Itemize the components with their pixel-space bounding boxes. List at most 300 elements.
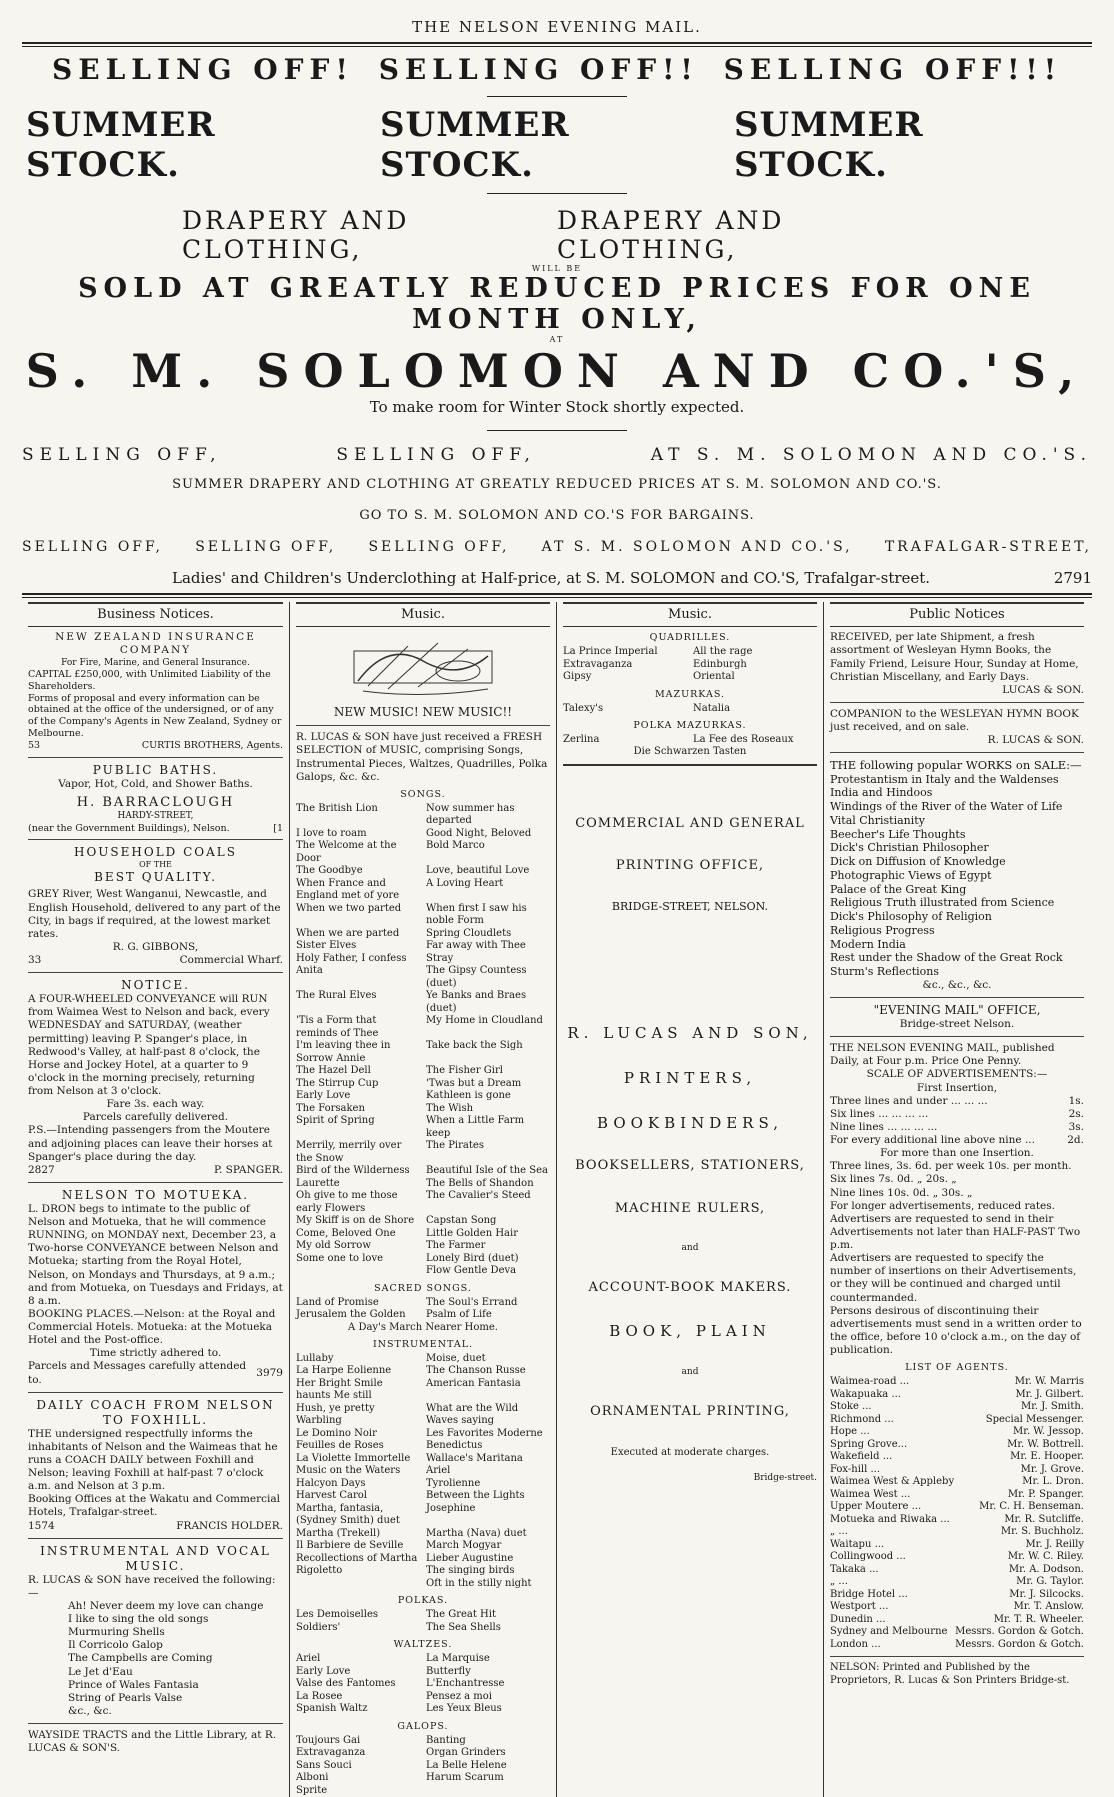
list-item: Oft in the stilly night (426, 1578, 550, 1591)
list-item: La Marquise (426, 1653, 550, 1666)
mazurkas-list (563, 703, 817, 716)
list-item: Jerusalem the Golden (296, 1309, 420, 1322)
summer-drapery-line: SUMMER DRAPERY AND CLOTHING AT GREATLY REDUCED PRICES AT S. M. SOLOMON AND CO.'S. (22, 477, 1092, 492)
table-cell: „ ... (830, 1526, 848, 1539)
list-item: Windings of the River of the Water of Life (830, 800, 1084, 814)
agents-list (830, 1376, 1084, 1651)
list-item: Beecher's Life Thoughts (830, 828, 1084, 842)
table-cell: Takaka ... (830, 1564, 879, 1577)
solomon-advertisement (22, 49, 1092, 587)
list-item: Gipsy (563, 671, 687, 684)
table-cell: Mr. E. Hooper. (1010, 1451, 1084, 1464)
coals-of: OF THE (28, 860, 283, 870)
list-item: Ah! Never deem my love can change (68, 1600, 283, 1613)
list-item: Take back the Sigh (426, 1040, 550, 1065)
coals-num: 33 (28, 954, 41, 967)
table-cell: Spring Grove... (830, 1439, 907, 1452)
list-item: Dick's Philosophy of Religion (830, 910, 1084, 924)
table-row (830, 1501, 1084, 1514)
printing-office: PRINTING OFFICE, (563, 858, 817, 874)
list-item: My Skiff is on de Shore (296, 1215, 420, 1228)
agents-head: LIST OF AGENTS. (830, 1362, 1084, 1374)
list-item: Flow Gentle Deva (426, 1265, 550, 1278)
list-item: Lieber Augustine (426, 1553, 550, 1566)
wayside-body: WAYSIDE TRACTS and the Little Library, at R. LUCAS & SON'S. (28, 1729, 283, 1755)
list-item: Photographic Views of Egypt (830, 869, 1084, 883)
advertisers-2: Advertisers are requested to specify the number of insertions on their Advertisements, or they will be continued and charged until countermanded. (830, 1252, 1084, 1305)
list-item: La Prince Imperial (563, 646, 687, 659)
column-public-notices (823, 602, 1090, 1797)
separator (28, 1538, 283, 1539)
separator (296, 725, 550, 726)
list-item: Martha (Trekell) (296, 1528, 420, 1541)
table-cell: Mr. T. R. Wheeler. (994, 1614, 1084, 1627)
galops-head: GALOPS. (296, 1721, 550, 1733)
table-cell: Sydney and Melbourne (830, 1626, 947, 1639)
list-item: Murmuring Shells (68, 1626, 283, 1639)
selling-off-2: SELLING OFF!! (379, 53, 699, 86)
winter-stock: To make room for Winter Stock shortly expected. (22, 398, 1092, 416)
table-cell: Special Messenger. (986, 1414, 1084, 1427)
motueka-title: NELSON TO MOTUEKA. (28, 1188, 283, 1203)
list-item: The Bells of Shandon (426, 1178, 550, 1191)
list-item: Dick's Christian Philosopher (830, 841, 1084, 855)
instrumental-body: R. LUCAS & SON have received the following:— (28, 1574, 283, 1600)
table-cell: Richmond ... (830, 1414, 894, 1427)
list-item: Three lines, 3s. 6d. per week 10s. per month. (830, 1160, 1084, 1173)
notice-body: A FOUR-WHEELED CONVEYANCE will RUN from Waimea West to Nelson and back, every WEDNESDAY and SATURDAY, (weather permitting) leaving P. Spanger's place, in Redwood's Valley, at half-past 8 o'clock, the Horse and Jockey Hotel, at a quarter to 9 o'clock in the morning precisely, returning from Nelson at 3 o'clock. (28, 993, 283, 1098)
barraclough-note: (near the Government Buildings), Nelson. (28, 823, 230, 835)
list-item: Ariel (296, 1653, 420, 1666)
list-item: Zerlina (563, 734, 687, 747)
list-item: Love, beautiful Love (426, 865, 550, 878)
list-item: Religious Truth illustrated from Science (830, 896, 1084, 910)
list-item (296, 1265, 420, 1278)
list-item: Some one to love (296, 1253, 420, 1266)
line8-a: SELLING OFF, (22, 539, 163, 555)
list-item: Prince of Wales Fantasia (68, 1679, 283, 1692)
list-item: Harvest Carol (296, 1490, 420, 1503)
list-item: Hush, ye pretty Warbling (296, 1403, 420, 1428)
list-item: La Rosee (296, 1691, 420, 1704)
sold-reduced: SOLD AT GREATLY REDUCED PRICES FOR ONE MONTH ONLY, (22, 273, 1092, 335)
list-item: Modern India (830, 938, 1084, 952)
list-item: The Cavalier's Steed (426, 1190, 550, 1215)
list-item: Edinburgh (693, 659, 817, 672)
list-item: Benedictus (426, 1440, 550, 1453)
list-item: The singing birds (426, 1565, 550, 1578)
column-printing (556, 602, 823, 1797)
separator (830, 1656, 1084, 1657)
list-item: Moise, duet (426, 1353, 550, 1366)
table-cell: Six lines ... ... ... ... (830, 1108, 928, 1121)
separator (830, 997, 1084, 998)
masthead: THE NELSON EVENING MAIL. (22, 18, 1092, 36)
table-row (830, 1426, 1084, 1439)
table-cell: Mr. W. Marris (1015, 1376, 1084, 1389)
list-item: La Belle Helene (426, 1760, 550, 1773)
list-item: Religious Progress (830, 924, 1084, 938)
list-item: Rest under the Shadow of the Great Rock (830, 951, 1084, 965)
list-item: Rigoletto (296, 1565, 420, 1578)
trafalgar-line (22, 539, 1092, 555)
separator (28, 1182, 283, 1183)
list-item: Banting (426, 1735, 550, 1748)
printing-ornamental: ORNAMENTAL PRINTING, (563, 1404, 817, 1420)
list-item: Alboni (296, 1772, 420, 1785)
list-item: Dick on Diffusion of Knowledge (830, 855, 1084, 869)
list-item: When we are parted (296, 928, 420, 941)
songs-list (296, 803, 550, 1278)
selling-off-3: SELLING OFF!!! (724, 53, 1062, 86)
list-item: Spring Cloudlets (426, 928, 550, 941)
table-row (830, 1614, 1084, 1627)
instrumental-title: INSTRUMENTAL AND VOCAL MUSIC. (28, 1544, 283, 1574)
office-title: "EVENING MAIL" OFFICE, (830, 1003, 1084, 1018)
printing-and-1: and (563, 1243, 817, 1254)
list-item: Sprite (296, 1785, 420, 1797)
notice-title: NOTICE. (28, 978, 283, 993)
first-insertion: First Insertion, (830, 1082, 1084, 1095)
list-item: Palace of the Great King (830, 883, 1084, 897)
list-item: Capstan Song (426, 1215, 550, 1228)
advertisers-1: Advertisers are requested to send in their Advertisements not later than HALF-PAST Two p.m. (830, 1213, 1084, 1252)
printing-bridge-st: Bridge-street. (563, 1473, 817, 1484)
table-cell: Messrs. Gordon & Gotch. (955, 1626, 1084, 1639)
list-item: Recollections of Martha (296, 1553, 420, 1566)
list-item: Il Barbiere de Seville (296, 1540, 420, 1553)
list-item: Martha (Nava) duet (426, 1528, 550, 1541)
table-cell: Waitapu ... (830, 1539, 884, 1552)
table-cell: Mr. J. Gilbert. (1015, 1389, 1084, 1402)
list-item: The British Lion (296, 803, 420, 828)
divider (487, 430, 627, 431)
table-cell: Wakefield ... (830, 1451, 892, 1464)
list-item: Nine lines 10s. 0d. „ 30s. „ (830, 1187, 1084, 1200)
printing-bookbinders: BOOKBINDERS, (563, 1114, 817, 1133)
list-item: Bold Marco (426, 840, 550, 865)
list-item: The Stirrup Cup (296, 1078, 420, 1091)
printing-moderate: Executed at moderate charges. (563, 1447, 817, 1460)
table-cell: Fox-hill ... (830, 1464, 880, 1477)
table-row (830, 1476, 1084, 1489)
list-item: Butterfly (426, 1666, 550, 1679)
list-item: Land of Promise (296, 1297, 420, 1310)
list-item: Les Favorites Moderne (426, 1428, 550, 1441)
divider (487, 193, 627, 194)
list-item: The Sea Shells (426, 1622, 550, 1635)
list-item (296, 1578, 420, 1591)
list-item: Halcyon Days (296, 1478, 420, 1491)
table-cell: Mr. J. Silcocks. (1009, 1589, 1084, 1602)
barraclough-num: [1 (273, 823, 283, 835)
table-row (830, 1564, 1084, 1577)
companion-body: COMPANION to the WESLEYAN HYMN BOOK just received, and on sale. (830, 708, 1084, 734)
table-row (830, 1576, 1084, 1589)
separator (28, 839, 283, 840)
waltzes-list (296, 1653, 550, 1716)
table-cell: Mr. W. Bottrell. (1007, 1439, 1084, 1452)
table-cell: 2d. (1067, 1134, 1084, 1147)
insurance-sub: For Fire, Marine, and General Insurance. (28, 658, 283, 669)
list-item: Le Jet d'Eau (68, 1666, 283, 1679)
list-item: Le Domino Noir (296, 1428, 420, 1441)
printing-machine-rulers: MACHINE RULERS, (563, 1201, 817, 1217)
more-rates-list (830, 1160, 1084, 1199)
table-row (830, 1526, 1084, 1539)
motueka-booking: BOOKING PLACES.—Nelson: at the Royal and Commercial Hotels. Motueka: at the Motueka Hotel and the Post-office. (28, 1308, 283, 1347)
coals-addr: Commercial Wharf. (180, 954, 283, 967)
table-cell: Mr. W. C. Riley. (1008, 1551, 1084, 1564)
works-head: THE following popular WORKS on SALE:— (830, 758, 1084, 772)
coach-booking: Booking Offices at the Wakatu and Commercial Hotels, Trafalgar-street. (28, 1493, 283, 1519)
list-item: Early Love (296, 1090, 420, 1103)
list-item: Feuilles de Roses (296, 1440, 420, 1453)
instrumental-list (296, 1353, 550, 1591)
polkas-head: POLKAS. (296, 1595, 550, 1607)
coals-body: GREY River, West Wanganui, Newcastle, and English Household, delivered to any part of the City, in bags if required, at the lowest market rates. (28, 888, 283, 941)
drapery-1: DRAPERY AND CLOTHING, (182, 206, 557, 264)
scale-head: SCALE OF ADVERTISEMENTS:— (830, 1068, 1084, 1081)
insurance-num: 53 (28, 740, 40, 752)
table-row (830, 1601, 1084, 1614)
list-item: Her Bright Smile haunts Me still (296, 1378, 420, 1403)
list-item: Organ Grinders (426, 1747, 550, 1760)
list-item: When we two parted (296, 903, 420, 928)
polka-mazurkas-last: Die Schwarzen Tasten (563, 746, 817, 759)
motueka-time: Time strictly adhered to. (28, 1347, 283, 1360)
list-item: The Hazel Dell (296, 1065, 420, 1078)
motueka-body: L. DRON begs to intimate to the public of Nelson and Motueka, that he will commence RUNNING, on MONDAY next, December 23, a Two-horse CONVEYANCE between Nelson and Motueka; starting from the Royal Hotel, Nelson, on Mondays and Thursdays, at 9 a.m.; and from Motueka, on Tuesdays and Fridays, at 8 a.m. (28, 1203, 283, 1308)
list-item: Early Love (296, 1666, 420, 1679)
line5-b: SELLING OFF, (336, 445, 536, 465)
table-cell: Mr. P. Spanger. (1008, 1489, 1084, 1502)
list-item: The Gipsy Countess (duet) (426, 965, 550, 990)
table-cell: Mr. J. Reilly (1025, 1539, 1084, 1552)
separator (563, 764, 817, 766)
line5-a: SELLING OFF, (22, 445, 222, 465)
list-item: Oriental (693, 671, 817, 684)
column-head: Music. (296, 602, 550, 627)
notice-num: 2827 (28, 1164, 55, 1177)
list-item: Far away with Thee (426, 940, 550, 953)
coach-title: DAILY COACH FROM NELSON TO FOXHILL. (28, 1398, 283, 1428)
list-item: The Forsaken (296, 1103, 420, 1116)
line8-e: TRAFALGAR-STREET, (885, 539, 1092, 555)
list-item: Holy Father, I confess (296, 953, 420, 966)
list-item: Sister Elves (296, 940, 420, 953)
table-cell: Mr. W. Jessop. (1013, 1426, 1084, 1439)
table-cell: Dunedin ... (830, 1614, 886, 1627)
list-item: The Chanson Russe (426, 1365, 550, 1378)
list-item: 'Twas but a Dream (426, 1078, 550, 1091)
summer-stock-3: SUMMER STOCK. (734, 105, 1088, 185)
table-row (830, 1095, 1084, 1108)
table-row (830, 1626, 1084, 1639)
insurance-capital: CAPITAL £250,000, with Unlimited Liability of the Shareholders. (28, 669, 283, 693)
line8-c: SELLING OFF, (368, 539, 509, 555)
list-item: Harum Scarum (426, 1772, 550, 1785)
list-item: Vital Christianity (830, 814, 1084, 828)
table-cell: Waimea West ... (830, 1489, 910, 1502)
columns (22, 602, 1092, 1797)
list-item: Ariel (426, 1465, 550, 1478)
coals-title: HOUSEHOLD COALS (28, 845, 283, 860)
sacred-list (296, 1297, 550, 1322)
table-cell: Mr. C. H. Benseman. (979, 1501, 1084, 1514)
motueka-num: 3979 (256, 1367, 283, 1380)
table-row (830, 1464, 1084, 1477)
list-item: Valse des Fantomes (296, 1678, 420, 1691)
polka-mazurkas-head: POLKA MAZURKAS. (563, 720, 817, 732)
list-item: Extravaganza (296, 1747, 420, 1760)
more-insertion: For more than one Insertion. (830, 1147, 1084, 1160)
list-item: I like to sing the old songs (68, 1613, 283, 1626)
baths-sub: Vapor, Hot, Cold, and Shower Baths. (28, 778, 283, 791)
insurance-body: Forms of proposal and every information can be obtained at the office of the undersigned, or of any of the Company's Agents in New Zealand, Sydney or Melbourne. (28, 693, 283, 741)
works-etc: &c., &c., &c. (830, 979, 1084, 992)
table-cell: 1s. (1069, 1095, 1084, 1108)
table-cell: Mr. T. Anslow. (1014, 1601, 1084, 1614)
list-item: 'Tis a Form that reminds of Thee (296, 1015, 420, 1040)
printing-account-book: ACCOUNT-BOOK MAKERS. (563, 1280, 817, 1296)
list-item: Anita (296, 965, 420, 990)
table-cell: Collingwood ... (830, 1551, 906, 1564)
list-item: Merrily, merrily over the Snow (296, 1140, 420, 1165)
received-sign: LUCAS & SON. (830, 684, 1084, 697)
table-row (830, 1514, 1084, 1527)
sacred-last: A Day's March Nearer Home. (296, 1322, 550, 1335)
table-row (830, 1389, 1084, 1402)
coach-body: THE undersigned respectfully informs the inhabitants of Nelson and the Waimeas that he runs a COACH DAILY between Foxhill and Nelson; leaving Foxhill at half-past 7 o'clock a.m. and Nelson at 3 p.m. (28, 1428, 283, 1494)
list-item: India and Hindoos (830, 786, 1084, 800)
imprint: NELSON: Printed and Published by the Proprietors, R. Lucas & Son Printers Bridge-st. (830, 1662, 1084, 1687)
separator (830, 1036, 1084, 1037)
list-item: The Campbells are Coming (68, 1652, 283, 1665)
table-cell: Waimea-road ... (830, 1376, 909, 1389)
divider (487, 96, 627, 97)
list-item: When France and England met of yore (296, 878, 420, 903)
list-item: La Violette Immortelle (296, 1453, 420, 1466)
summer-stock-2: SUMMER STOCK. (380, 105, 734, 185)
printing-book-plain: BOOK, PLAIN (563, 1322, 817, 1341)
list-item: La Fee des Roseaux (693, 734, 817, 747)
column-business-notices (22, 602, 289, 1797)
coach-sign: FRANCIS HOLDER. (176, 1520, 283, 1533)
insurance-agents: CURTIS BROTHERS, Agents. (142, 740, 283, 752)
separator (28, 1723, 283, 1724)
table-cell: Motueka and Riwaka ... (830, 1514, 950, 1527)
notice-sign: P. SPANGER. (214, 1164, 283, 1177)
mail-body: THE NELSON EVENING MAIL, published Daily, at Four p.m. Price One Penny. (830, 1042, 1084, 1068)
list-item: Music on the Waters (296, 1465, 420, 1478)
table-cell: Three lines and under ... ... ... (830, 1095, 988, 1108)
table-cell: 2s. (1069, 1108, 1084, 1121)
list-item: I'm leaving thee in Sorrow Annie (296, 1040, 420, 1065)
list-item: The Goodbye (296, 865, 420, 878)
barraclough-street: HARDY-STREET, (28, 811, 283, 822)
table-cell: Stoke ... (830, 1401, 872, 1414)
list-item (426, 1785, 550, 1797)
waltzes-head: WALTZES. (296, 1639, 550, 1651)
separator (830, 752, 1084, 753)
underclothing-line (22, 569, 1092, 587)
list-item: Soldiers' (296, 1622, 420, 1635)
list-item: Il Corricolo Galop (68, 1639, 283, 1652)
list-item: Come, Beloved One (296, 1228, 420, 1241)
line8-d: AT S. M. SOLOMON AND CO.'S, (542, 539, 853, 555)
list-item: Natalia (693, 703, 817, 716)
list-item: Oh give to me those early Flowers (296, 1190, 420, 1215)
list-item: Talexy's (563, 703, 687, 716)
list-item: Laurette (296, 1178, 420, 1191)
music-intro: R. LUCAS & SON have just received a FRESH SELECTION of MUSIC, comprising Songs, Instrumental Pieces, Waltzes, Quadrilles, Polka Galops, &c. &c. (296, 731, 550, 784)
bargains-line: GO TO S. M. SOLOMON AND CO.'S FOR BARGAINS. (22, 508, 1092, 523)
list-item: Little Golden Hair (426, 1228, 550, 1241)
underclothing-text: Ladies' and Children's Underclothing at Half-price, at S. M. SOLOMON and CO.'S, Trafalgar-street. (172, 569, 930, 587)
list-item: Sturm's Reflections (830, 965, 1084, 979)
printing-booksellers: BOOKSELLERS, STATIONERS, (563, 1158, 817, 1174)
companion-sign: R. LUCAS & SON. (830, 734, 1084, 747)
list-item: Martha, fantasia, (Sydney Smith) duet (296, 1503, 420, 1528)
coals-sign: R. G. GIBBONS, (28, 941, 283, 954)
table-cell: Upper Moutere ... (830, 1501, 921, 1514)
list-item: Extravaganza (563, 659, 687, 672)
printing-bridge-street: BRIDGE-STREET, NELSON. (563, 900, 817, 914)
table-row (830, 1134, 1084, 1147)
list-item: Les Yeux Bleus (426, 1703, 550, 1716)
column-head: Public Notices (830, 602, 1084, 627)
instrumental-list (28, 1600, 283, 1718)
table-row (830, 1414, 1084, 1427)
list-item: Good Night, Beloved (426, 828, 550, 841)
table-row (830, 1108, 1084, 1121)
polkas-list (296, 1609, 550, 1634)
list-item: When first I saw his noble Form (426, 903, 550, 928)
music-instruments-illustration (348, 631, 498, 701)
list-item: The Welcome at the Door (296, 840, 420, 865)
list-item: Toujours Gai (296, 1735, 420, 1748)
sacred-head: SACRED SONGS. (296, 1283, 550, 1295)
selling-off-1: SELLING OFF! (52, 53, 354, 86)
quadrilles-list (563, 646, 817, 684)
list-item: Between the Lights (426, 1490, 550, 1503)
office-addr: Bridge-street Nelson. (830, 1018, 1084, 1031)
drapery-2: DRAPERY AND CLOTHING, (557, 206, 932, 264)
summer-stock-1: SUMMER STOCK. (26, 105, 380, 185)
barraclough-name: H. BARRACLOUGH (28, 795, 283, 811)
list-item: The Rural Elves (296, 990, 420, 1015)
motueka-parcels: Parcels and Messages carefully attended to. (28, 1360, 256, 1386)
list-item: L'Enchantresse (426, 1678, 550, 1691)
table-row (830, 1539, 1084, 1552)
table-row (830, 1451, 1084, 1464)
list-item: String of Pearls Valse (68, 1692, 283, 1705)
list-item: The Great Hit (426, 1609, 550, 1622)
advertisers-3: Persons desirous of discontinuing their advertisements must send in a written order to the office, before 10 o'clock a.m., on the day of publication. (830, 1305, 1084, 1358)
list-item: Pensez a moi (426, 1691, 550, 1704)
table-row (830, 1589, 1084, 1602)
table-cell: Mr. R. Sutcliffe. (1004, 1514, 1084, 1527)
insurance-title: NEW ZEALAND INSURANCE COMPANY (28, 631, 283, 657)
at-label: AT (22, 335, 1092, 344)
selling-off-line (22, 445, 1092, 465)
table-cell: Mr. G. Taylor. (1016, 1576, 1084, 1589)
table-cell: Mr. J. Grove. (1021, 1464, 1084, 1477)
instrumental-head: INSTRUMENTAL. (296, 1339, 550, 1351)
printing-printers: PRINTERS, (563, 1069, 817, 1088)
polka-mazurkas-list (563, 734, 817, 747)
